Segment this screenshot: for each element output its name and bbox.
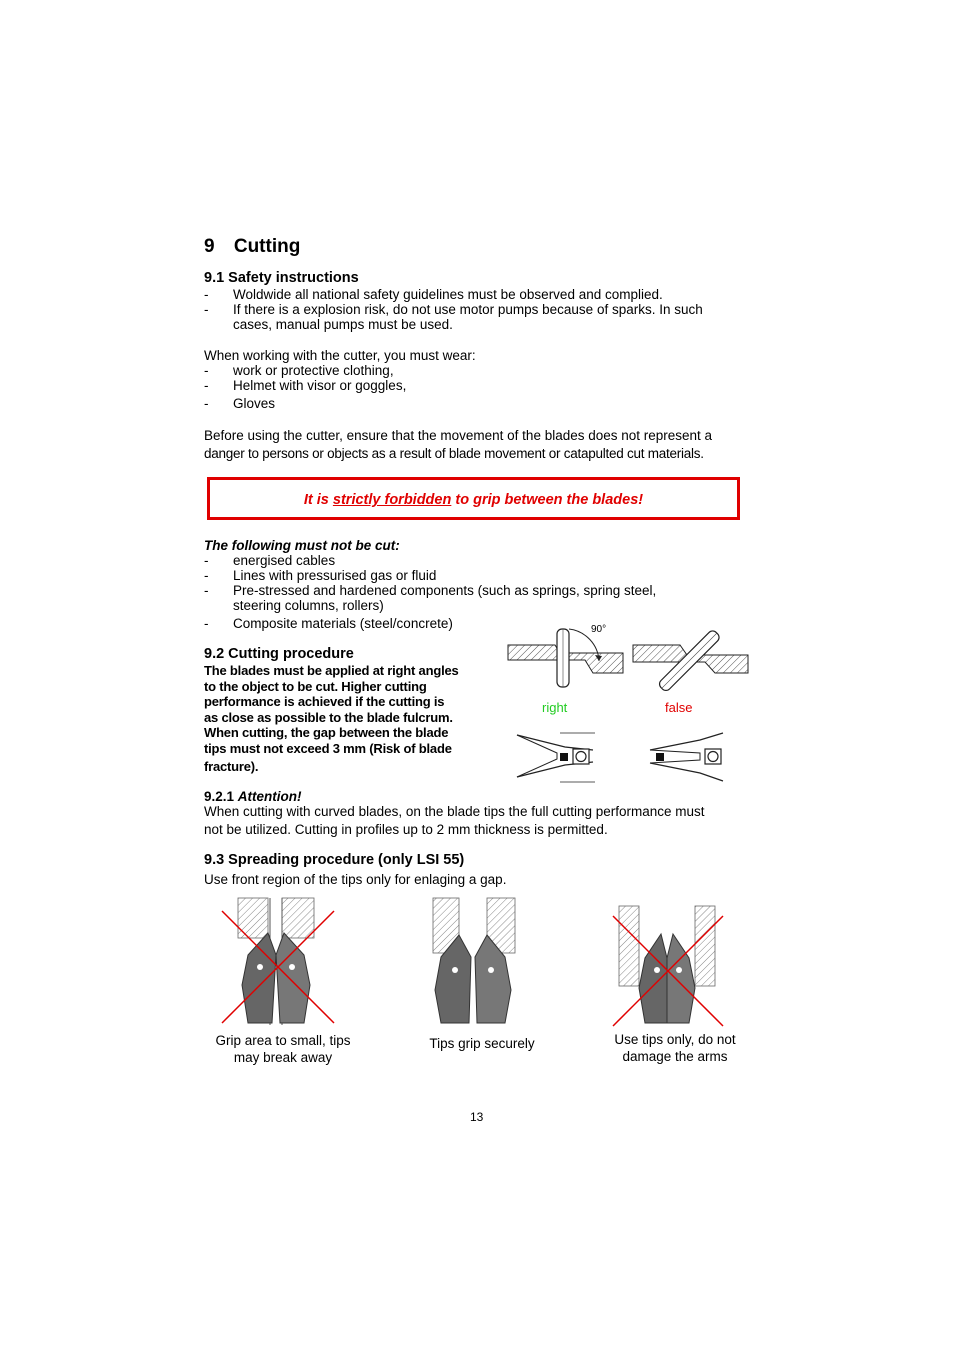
mustnot-title: The following must not be cut: [204, 538, 400, 553]
warning-emphasis: strictly forbidden [332, 492, 452, 508]
chapter-title: Cutting [233, 236, 301, 257]
attention-line1: When cutting with curved blades, on the blade tips the full cutting performance must [204, 804, 705, 819]
blade-gap-false-drawing [650, 733, 723, 781]
false-label: false [665, 700, 693, 715]
bullet-dash: - [204, 553, 209, 568]
caption-figure-2 [392, 1035, 572, 1052]
mustnot-item-2: Lines with pressurised gas or fluid [233, 568, 437, 583]
wear-item-1: work or protective clothing, [233, 363, 394, 378]
caption-line: Tips grip securely [429, 1036, 535, 1051]
wear-item-2: Helmet with visor or goggles, [233, 378, 407, 393]
cutting-angle-figure [505, 615, 755, 790]
bullet-dash: - [204, 302, 209, 317]
section-9-2-1-number: 9.2.1 [204, 789, 238, 804]
chapter-heading [204, 236, 300, 258]
caption-line: damage the arms [622, 1049, 728, 1064]
wear-intro: When working with the cutter, you must wear: [204, 348, 476, 363]
angle-label: 90° [591, 624, 607, 635]
safety-bullet-2: If there is a explosion risk, do not use motor pumps because of sparks. In such [233, 302, 703, 317]
cutting-line: as close as possible to the blade fulcrum. [204, 709, 453, 725]
cutting-line: performance is achieved if the cutting is [204, 694, 445, 709]
before-using-line2: danger to persons or objects as a result of blade movement or catapulted cut materials. [204, 446, 704, 461]
bullet-dash: - [204, 568, 209, 583]
warning-text [210, 492, 737, 508]
false-angle-drawing [633, 629, 748, 693]
cutting-line: tips must not exceed 3 mm (Risk of blade [204, 740, 452, 756]
bullet-dash: - [204, 287, 209, 302]
spreading-figure-3 [605, 898, 735, 1030]
cutting-line: The blades must be applied at right angles [204, 663, 459, 678]
bullet-dash: - [204, 583, 209, 598]
caption-line: Grip area to small, tips [215, 1033, 351, 1048]
right-angle-drawing [508, 624, 623, 687]
cutting-line: When cutting, the gap between the blade [204, 725, 449, 740]
bullet-dash: - [204, 616, 209, 631]
caption-figure-1 [193, 1032, 373, 1066]
page-number: 13 [470, 1110, 484, 1124]
safety-bullet-1: Woldwide all national safety guidelines must be observed and complied. [233, 287, 663, 302]
cutting-line: to the object to be cut. Higher cutting [204, 678, 427, 694]
cutting-line: fracture). [204, 759, 259, 774]
section-9-2-title: 9.2 Cutting procedure [204, 646, 354, 662]
section-9-3-title: 9.3 Spreading procedure (only LSI 55) [204, 852, 465, 868]
spreading-figure-2 [425, 895, 525, 1027]
mustnot-item-3: Pre-stressed and hardened components (such as springs, spring steel, [233, 583, 657, 598]
spreading-intro: Use front region of the tips only for enlaging a gap. [204, 872, 507, 887]
attention-line2: not be utilized. Cutting in profiles up to 2 mm thickness is permitted. [204, 822, 608, 837]
blade-gap-right-drawing [517, 733, 595, 782]
wear-item-3: Gloves [233, 396, 276, 411]
bullet-dash: - [204, 363, 209, 378]
bullet-dash: - [204, 396, 209, 411]
caption-line: may break away [233, 1050, 333, 1065]
attention-label: Attention! [237, 789, 302, 804]
spreading-figure-1 [220, 895, 340, 1027]
mustnot-item-3-cont: steering columns, rollers) [233, 598, 384, 613]
section-9-2-1-title [204, 789, 302, 804]
caption-figure-3 [585, 1031, 765, 1065]
safety-bullet-2-cont: cases, manual pumps must be used. [233, 317, 453, 332]
cutting-procedure-text [204, 663, 478, 775]
mustnot-item-1: energised cables [233, 553, 336, 568]
bullet-dash: - [204, 378, 209, 393]
chapter-number: 9 [204, 236, 215, 257]
mustnot-item-4: Composite materials (steel/concrete) [233, 616, 453, 631]
section-9-1-title: 9.1 Safety instructions [204, 270, 359, 286]
right-label: right [542, 700, 568, 715]
warning-box [207, 477, 740, 520]
before-using-line1: Before using the cutter, ensure that the movement of the blades does not represent a [204, 428, 713, 443]
warning-post: to grip between the blades! [451, 492, 644, 508]
caption-line: Use tips only, do not [614, 1032, 736, 1047]
warning-pre: It is [303, 492, 333, 508]
